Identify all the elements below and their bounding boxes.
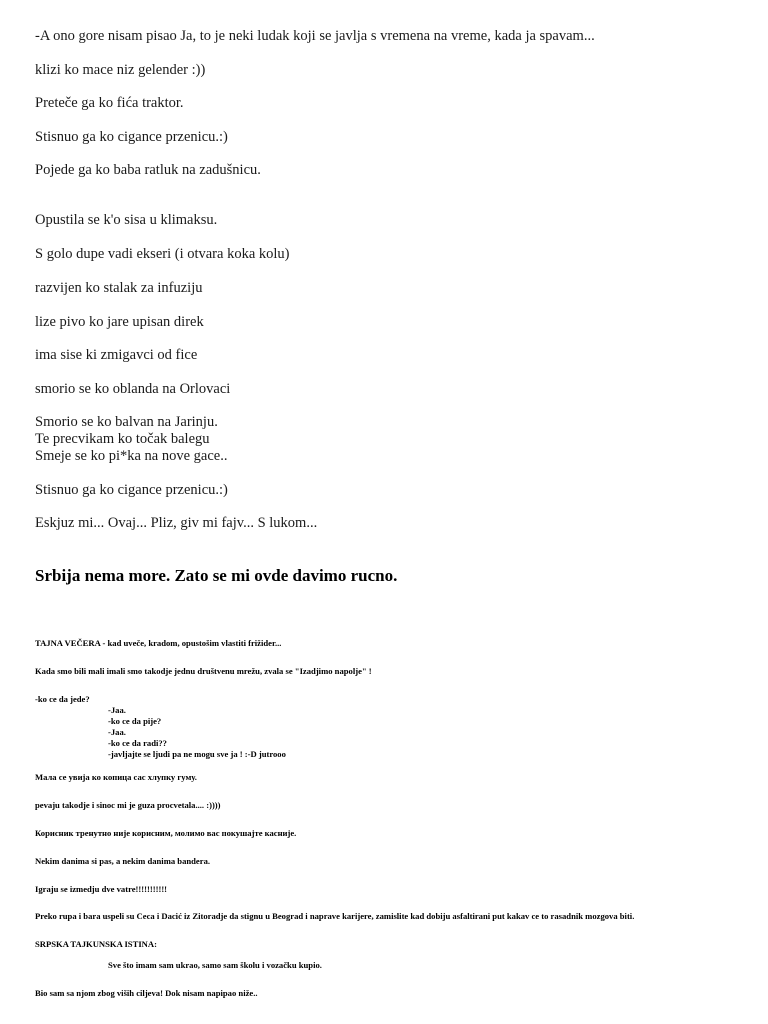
section-heading: Srbija nema more. Zato se mi ovde davimo rucno.: [35, 566, 398, 585]
text-line: Preteče ga ko fića traktor.: [35, 95, 184, 111]
small-text-line: SRPSKA TAJKUNSKA ISTINA:: [35, 939, 157, 949]
text-line: razvijen ko stalak za infuziju: [35, 280, 203, 296]
text-line: Stisnuo ga ko cigance przenicu.:): [35, 482, 228, 498]
small-text-line: -ko ce da jede?: [35, 694, 90, 704]
small-text-line: Igraju se izmedju dve vatre!!!!!!!!!!!: [35, 884, 168, 894]
text-line: Smeje se ko pi*ka na nove gace..: [35, 448, 228, 464]
small-text-line: TAJNA VEČERA - kad uveče, kradom, opustošim vlastiti frižider...: [35, 638, 282, 648]
text-line: Eskjuz mi... Ovaj... Pliz, giv mi fajv... S lukom...: [35, 515, 318, 531]
text-line: Smorio se ko balvan na Jarinju.: [35, 414, 218, 430]
small-text-line: Nekim danima si pas, a nekim danima bandera.: [35, 856, 211, 866]
text-line: lize pivo ko jare upisan direk: [35, 314, 204, 330]
text-line: -A ono gore nisam pisao Ja, to je neki ludak koji se javlja s vremena na vreme, kada ja spavam...: [35, 28, 595, 44]
text-line: Te precvikam ko točak balegu: [35, 431, 210, 447]
small-text-line: Корисник тренутно није корисним, молимо вас покушајте касније.: [35, 828, 297, 838]
small-text-line: -Jaa.: [108, 727, 126, 737]
text-line: S golo dupe vadi ekseri (i otvara koka kolu): [35, 246, 290, 262]
text-line: klizi ko mace niz gelender :)): [35, 62, 206, 78]
small-text-line: -javljajte se ljudi pa ne mogu sve ja ! :-D jutrooo: [108, 749, 286, 759]
text-line: smorio se ko oblanda na Orlovaci: [35, 381, 231, 397]
small-text-line: Preko rupa i bara uspeli su Ceca i Dacić iz Zitoradje da stignu u Beograd i naprave karijere, zamislite kad dobiju asfaltirani put kakav ce to rasadnik mozgova biti.: [35, 911, 635, 921]
small-text-line: Kada smo bili mali imali smo takodje jednu društvenu mrežu, zvala se "Izadjimo napolje" !: [35, 666, 372, 676]
text-line: ima sise ki zmigavci od fice: [35, 347, 198, 363]
small-text-line: Sve što imam sam ukrao, samo sam školu i vozačku kupio.: [108, 960, 322, 970]
text-line: Opustila se k'o sisa u klimaksu.: [35, 212, 218, 228]
small-text-line: -ko ce da radi??: [108, 738, 167, 748]
small-text-line: Bio sam sa njom zbog viših ciljeva! Dok nisam napipao niže..: [35, 988, 258, 998]
text-line: Stisnuo ga ko cigance przenicu.:): [35, 129, 228, 145]
small-text-line: Мала се увија ко копица сас хлупку гуму.: [35, 772, 197, 782]
small-text-line: -Jaa.: [108, 705, 126, 715]
text-line: Pojede ga ko baba ratluk na zadušnicu.: [35, 162, 261, 178]
small-text-line: -ko ce da pije?: [108, 716, 162, 726]
small-text-line: pevaju takodje i sinoc mi je guza procvetala.... :)))): [35, 800, 221, 810]
